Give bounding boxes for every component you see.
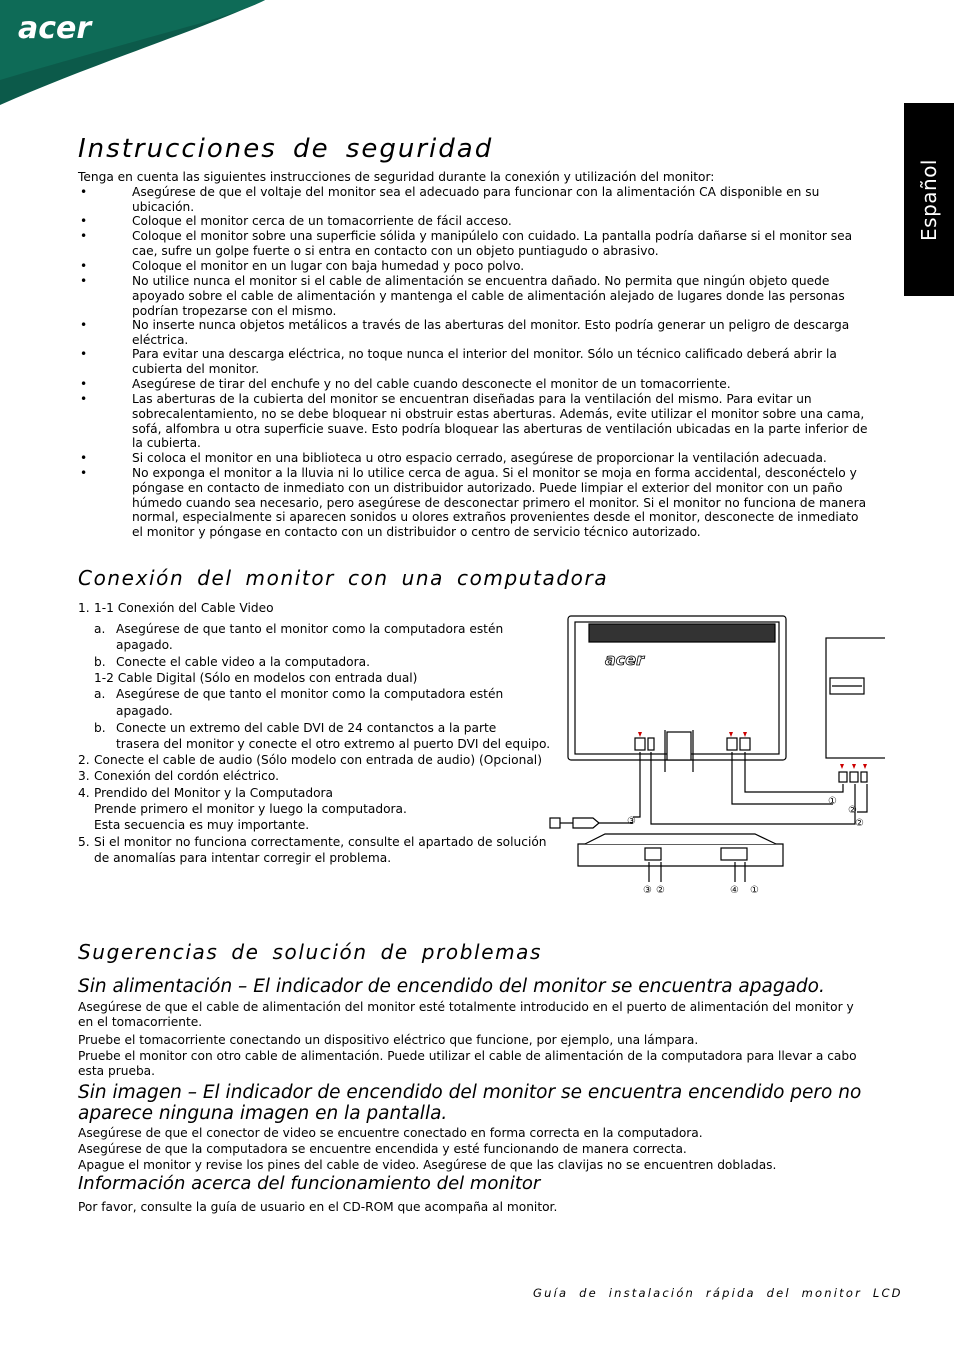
no-image-line: Asegúrese de que la computadora se encuentre encendida y esté funcionando de manera correcta. xyxy=(78,1142,687,1156)
audio-port xyxy=(740,738,750,750)
vga-port xyxy=(727,738,737,750)
safety-item: • No inserte nunca objetos metálicos a través de las aberturas del monitor. Esto podría generar un peligro de descarga eléctrica. xyxy=(80,318,850,347)
connection-step: trasera del monitor y conecte el otro extremo al puerto DVI del equipo. xyxy=(116,737,551,751)
connection-step: b. Conecte un extremo del cable DVI de 24 contanctos a la parte xyxy=(94,721,497,735)
safety-title: Instrucciones de seguridad xyxy=(78,134,494,164)
monitor-vents xyxy=(589,624,775,642)
connection-step: apagado. xyxy=(116,638,173,652)
safety-item: • Asegúrese de que el voltaje del monitor sea el adecuado para funcionar con la alimentación CA disponible en su ubicación. xyxy=(80,185,820,214)
connection-step: 5. Si el monitor no funciona correctamente, consulte el apartado de solución xyxy=(78,835,547,849)
diagram-marker: ③ xyxy=(627,816,636,827)
monitor-bottom-view xyxy=(578,844,783,866)
connection-step: 4. Prendido del Monitor y la Computadora xyxy=(78,786,334,800)
dvi-port xyxy=(635,738,645,750)
header-banner xyxy=(0,0,270,110)
safety-item: • Coloque el monitor sobre una superficie sólida y manipúlelo con cuidado. La pantalla podría dañarse si el monitor sea cae, sufre un golpe fuerte o si entra en contacto con un objeto puntiagudo o abrasivo. xyxy=(80,229,853,258)
safety-item: • No utilice nunca el monitor si el cable de alimentación se encuentra dañado. No permita que ningún objeto quede apoyado sobre el cable de alimentación y mantenga el cable de alimentación alejado de lugares donde las personas podrían tropezarse con el mismo. xyxy=(80,274,845,318)
connection-step: 3. Conexión del cordón eléctrico. xyxy=(78,769,279,783)
connection-step: 1. 1-1 Conexión del Cable Video xyxy=(78,601,274,615)
connection-step: a. Asegúrese de que tanto el monitor como la computadora estén xyxy=(94,622,504,636)
no-image-heading: Sin imagen – El indicador de encendido del monitor se encuentra encendido pero no aparece ninguna imagen en la pantalla. xyxy=(78,1082,862,1124)
acer-logo: acer xyxy=(18,11,92,46)
troubleshooting-title: Sugerencias de solución de problemas xyxy=(78,940,543,964)
connection-step: apagado. xyxy=(116,704,173,718)
connection-step: de anomalías para intentar corregir el problema. xyxy=(94,851,392,865)
safety-intro: Tenga en cuenta las siguientes instrucciones de seguridad durante la conexión y utilización del monitor: xyxy=(78,170,715,184)
diagram-marker: ② xyxy=(848,805,857,816)
no-image-line: Apague el monitor y revise los pines del cable de video. Asegúrese de que las clavijas no se encuentren dobladas. xyxy=(78,1158,777,1172)
info-text: Por favor, consulte la guía de usuario en el CD-ROM que acompaña al monitor. xyxy=(78,1200,558,1214)
diagram-marker: ③ xyxy=(643,885,652,896)
safety-item: • Las aberturas de la cubierta del monitor se encuentran diseñadas para la ventilación del mismo. Para evitar un sobrecalentamiento, no se debe bloquear ni obstruir estas aberturas. Además, evite utilizar el monitor sobre una cama, sofá, alfombra u otra superficie suave. Esto podría bloquear las aberturas de ventilación ubicadas en la parte inferior de la cubierta. xyxy=(80,392,868,451)
safety-item: • No exponga el monitor a la lluvia ni lo utilice cerca de agua. Si el monitor se moja en forma accidental, desconéctelo y póngase en contacto de inmediato con un distribuidor autorizado. Puede limpiar el exterior del monitor con un paño húmedo cuando sea necesario, pero asegúrese de desconectar primero el monitor. Si el monitor no funciona de manera normal, especialmente si aparecen sonidos u olores extraños provenientes desde el monitor, desconecte de inmediato el monitor y póngase en contacto con un distribuidor o centro de servicio técnico autorizado. xyxy=(80,466,867,540)
diagram-marker: ② xyxy=(656,885,665,896)
diagram-marker: ④ xyxy=(730,885,739,896)
no-image-line: Asegúrese de que el conector de video se encuentre conectado en forma correcta en la computadora. xyxy=(78,1126,703,1140)
safety-item: • Coloque el monitor cerca de un tomacorriente de fácil acceso. xyxy=(80,214,512,228)
power-outlet xyxy=(550,818,560,828)
connection-title: Conexión del monitor con una computadora xyxy=(78,566,609,590)
connection-step: Prende primero el monitor y luego la computadora. xyxy=(94,802,407,816)
no-power-line: Pruebe el monitor con otro cable de alimentación. Puede utilizar el cable de alimentación de la computadora para llevar a cabo esta prueba. xyxy=(78,1049,857,1078)
no-power-line: Pruebe el tomacorriente conectando un dispositivo eléctrico que funcione, por ejemplo, una lámpara. xyxy=(78,1033,699,1047)
diagram-marker: ① xyxy=(750,885,759,896)
safety-item: • Coloque el monitor en un lugar con baja humedad y poco polvo. xyxy=(80,259,525,273)
footer-text: Guía de instalación rápida del monitor LCD xyxy=(533,1286,903,1300)
safety-item: • Si coloca el monitor en una biblioteca u otro espacio cerrado, asegúrese de proporcionar la ventilación adecuada. xyxy=(80,451,827,465)
connection-step: 2. Conecte el cable de audio (Sólo modelo con entrada de audio) (Opcional) xyxy=(78,753,542,767)
connection-diagram xyxy=(545,612,885,897)
connection-step: b. Conecte el cable video a la computadora. xyxy=(94,655,370,669)
diagram-marker: ② xyxy=(855,818,864,829)
info-heading: Información acerca del funcionamiento del monitor xyxy=(78,1173,541,1194)
language-tab-label: Español xyxy=(917,158,941,241)
safety-item: • Asegúrese de tirar del enchufe y no del cable cuando desconecte el monitor de un tomacorriente. xyxy=(80,377,731,391)
computer-tower xyxy=(826,638,885,758)
language-tab xyxy=(904,103,954,296)
diagram-logo: acer xyxy=(605,650,645,669)
diagram-marker: ① xyxy=(828,796,837,807)
connection-step: Esta secuencia es muy importante. xyxy=(94,818,310,832)
connection-step: a. Asegúrese de que tanto el monitor como la computadora estén xyxy=(94,687,504,701)
no-power-heading: Sin alimentación – El indicador de encendido del monitor se encuentra apagado. xyxy=(78,976,825,997)
no-power-line: Asegúrese de que el cable de alimentación del monitor esté totalmente introducido en el puerto de alimentación del monitor y en el tomacorriente. xyxy=(78,1000,854,1029)
safety-item: • Para evitar una descarga eléctrica, no toque nunca el interior del monitor. Sólo un técnico calificado deberá abrir la cubierta del monitor. xyxy=(80,347,837,376)
connection-step: 1-2 Cable Digital (Sólo en modelos con entrada dual) xyxy=(94,671,418,685)
